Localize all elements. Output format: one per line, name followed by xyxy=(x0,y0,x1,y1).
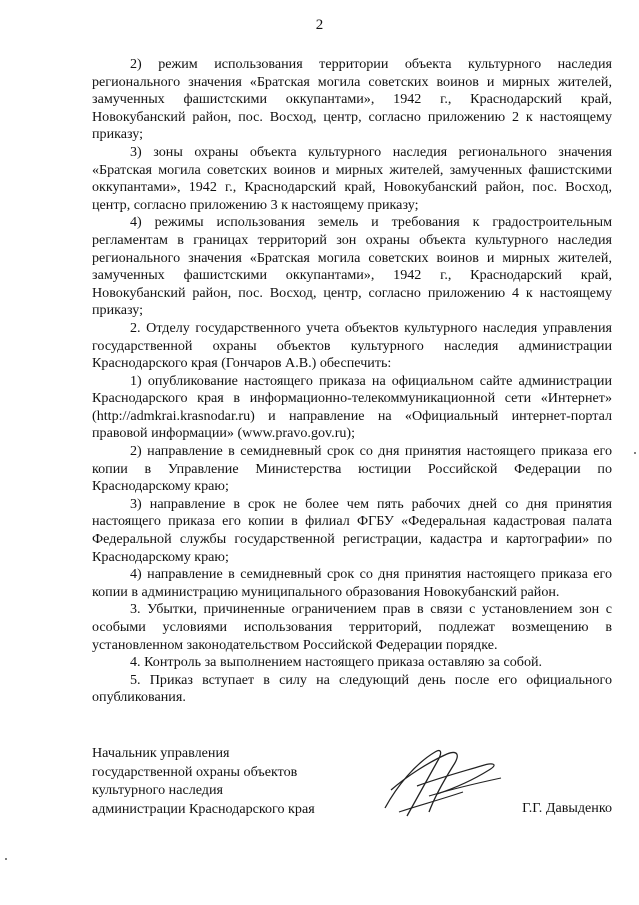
paragraph-clause-4-control: 4. Контроль за выполнением настоящего приказа оставляю за собой. xyxy=(130,654,543,671)
paragraph-item-3-protection-zones: 3) зоны охраны объекта культурного наследия регионального значения «Братская могила советских воинов и мирных жителей, замученных фашистскими оккупантами», 1942 г., Краснодарский край, Новокубанский район, пос. Восход, центр, согласно приложению 3 к настоящему приказу; xyxy=(92,143,612,213)
paragraph-subitem-1-publication: 1) опубликование настоящего приказа на официальном сайте администрации Краснодарского края в информационно-телекоммуникационной сети «Интернет» (http://admkrai.krasnodar.ru) и направление на «Официальный интернет-портал правовой информации» (www.pravo.gov.ru); xyxy=(92,372,612,442)
paragraph-item-2-territory-regime: 2) режим использования территории объекта культурного наследия регионального значения «Братская могила советских воинов и мирных жителей, замученных фашистскими оккупантами», 1942 г., Краснодарский край, Новокубанский район, пос. Восход, центр, согласно приложению 2 к настоящему приказу; xyxy=(92,56,612,143)
scan-dot-mark xyxy=(634,452,636,454)
handwritten-signature xyxy=(377,736,507,826)
signature-block xyxy=(92,744,612,844)
scan-dot-mark xyxy=(5,858,7,860)
signatory-title-line: Начальник управления xyxy=(92,745,230,761)
paragraph-subitem-4-municipal-admin: 4) направление в семидневный срок со дня принятия настоящего приказа его копии в администрацию муниципального образования Новокубанский район. xyxy=(92,566,612,600)
signatory-title-line: администрации Краснодарского края xyxy=(92,800,315,817)
signatory-name: Г.Г. Давыденко xyxy=(522,800,612,816)
signatory-title xyxy=(92,744,315,818)
signatory-title-line: культурного наследия xyxy=(92,782,224,798)
paragraph-subitem-2-justice-ministry: 2) направление в семидневный срок со дня принятия настоящего приказа его копии в Управление Министерства юстиции Российской Федерации по Краснодарскому краю; xyxy=(92,443,612,495)
paragraph-clause-2: 2. Отделу государственного учета объектов культурного наследия управления государственной охраны объектов культурного наследия администрации Краснодарского края (Гончаров А.В.) обеспечить: xyxy=(92,319,612,372)
document-body xyxy=(92,56,612,707)
paragraph-clause-3-damages: 3. Убытки, причиненные ограничением прав в связи с установлением зон с особыми условиями использования территорий, подлежат возмещению в установленном законодательством Российской Федерации порядке. xyxy=(92,601,612,653)
paragraph-clause-5-effective-date: 5. Приказ вступает в силу на следующий день после его официального опубликования. xyxy=(92,671,612,706)
signatory-title-line: государственной охраны объектов xyxy=(92,763,298,780)
paragraph-subitem-3-cadastral-chamber: 3) направление в срок не более чем пять рабочих дней со дня принятия настоящего приказа его копии в филиал ФГБУ «Федеральная кадастровая палата Федеральной службы государственной регистрации, кадастра и картографии» по Краснодарскому краю; xyxy=(92,495,612,565)
paragraph-item-4-land-use-regimes: 4) режимы использования земель и требования к градостроительным регламентам в границах территорий зон охраны объекта культурного наследия регионального значения «Братская могила советских воинов и мирных жителей, замученных фашистскими оккупантами», 1942 г., Краснодарский край, Новокубанский район, пос. Восход, центр, согласно приложению 4 к настоящему приказу; xyxy=(92,214,612,319)
page-number: 2 xyxy=(315,17,324,33)
